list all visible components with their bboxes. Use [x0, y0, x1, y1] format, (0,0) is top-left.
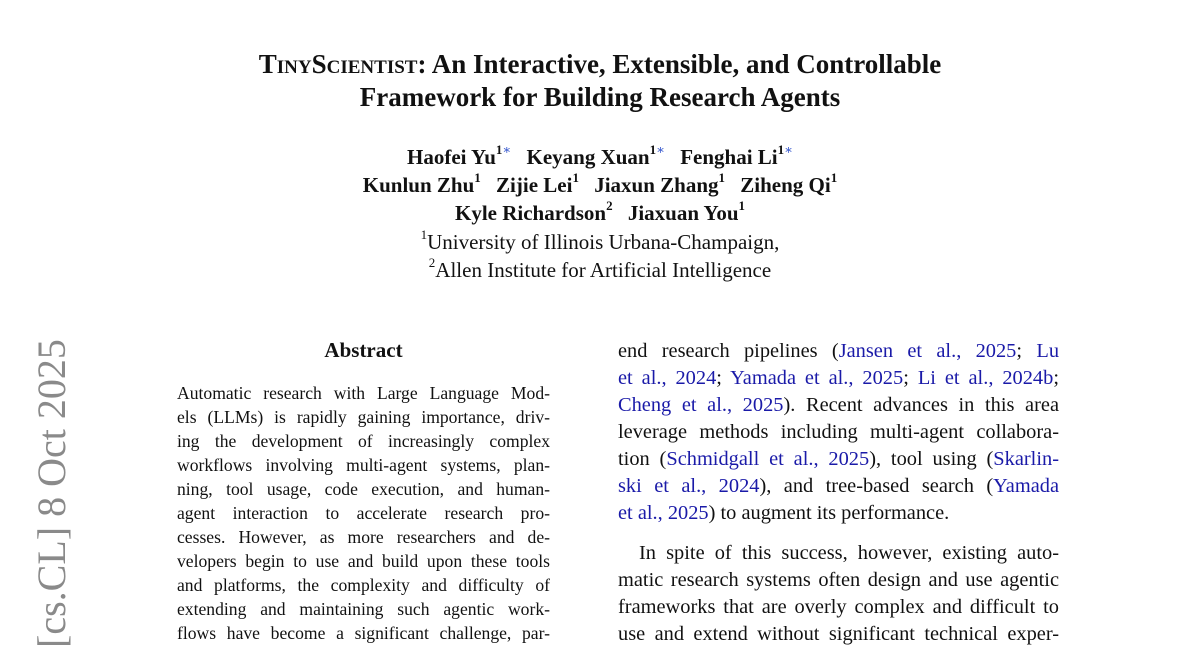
- citation-link[interactable]: et al., 2024: [618, 367, 717, 389]
- affiliation-number: 1: [420, 227, 428, 242]
- body-text: ;: [1053, 367, 1059, 389]
- author-affiliation-mark: 2: [606, 198, 613, 213]
- author-name: Kyle Richardson: [454, 201, 607, 225]
- citation-link[interactable]: Jansen et al., 2025: [838, 340, 1017, 362]
- author-affiliation-mark: 1: [649, 142, 657, 157]
- abstract-line: agent interaction to accelerate research pro-: [177, 503, 550, 523]
- author-name: Jiaxuan You: [627, 201, 739, 225]
- author: [740, 170, 838, 197]
- paper-title-line1: [0, 48, 1200, 81]
- author: [362, 170, 481, 197]
- body-line: [618, 392, 1059, 419]
- author-row-2: [0, 171, 1200, 199]
- body-line: frameworks that are overly complex and difficult to: [618, 596, 1059, 618]
- body-line: [618, 365, 1059, 392]
- title-framework-name: [259, 49, 418, 79]
- citation-link[interactable]: Lu: [1036, 340, 1060, 362]
- body-text: ;: [1016, 340, 1037, 362]
- author-affiliation-mark: 1: [830, 170, 838, 185]
- author: [407, 142, 512, 169]
- affiliation-number: 2: [428, 255, 436, 270]
- author: [454, 198, 613, 225]
- abstract-line: workflows involving multi-agent systems, plan-: [177, 455, 550, 475]
- body-text: ). Recent advances in this area: [783, 394, 1059, 416]
- abstract-heading: Abstract: [324, 338, 403, 362]
- author-name: Haofei Yu: [407, 145, 496, 169]
- author: [680, 142, 793, 169]
- body-line: use and extend without significant technical exper-: [618, 623, 1059, 645]
- arxiv-sidebar-stamp: [cs.CL] 8 Oct 2025: [29, 339, 74, 648]
- body-line: [618, 338, 1059, 365]
- citation-link[interactable]: Yamada: [993, 475, 1059, 497]
- body-text: end research pipelines (: [618, 340, 839, 362]
- abstract-line: cesses. However, as more researchers and de-: [177, 527, 550, 547]
- author: [526, 142, 665, 169]
- body-text: ;: [903, 367, 918, 389]
- abstract-line: velopers begin to use and build upon these tools: [177, 551, 550, 571]
- citation-link[interactable]: ski et al., 2024: [618, 475, 760, 497]
- abstract-line: els (LLMs) is rapidly gaining importance, driv-: [177, 407, 550, 427]
- body-line: [618, 473, 1059, 500]
- body-line: [618, 446, 1059, 473]
- author-name: Zijie Lei: [496, 173, 573, 197]
- body-line: In spite of this success, however, existing auto-: [639, 542, 1059, 564]
- author-name: Fenghai Li: [680, 145, 778, 169]
- body-text: ;: [716, 367, 731, 389]
- equal-contribution-mark: ∗: [656, 142, 665, 157]
- author-name: Keyang Xuan: [526, 145, 650, 169]
- author: [627, 198, 746, 225]
- body-line: leverage methods including multi-agent collabora-: [618, 421, 1059, 443]
- title-rest-line1: : An Interactive, Extensible, and Controllable: [417, 49, 942, 79]
- citation-link[interactable]: Schmidgall et al., 2025: [666, 448, 870, 470]
- author: [496, 170, 579, 197]
- abstract-line: Automatic research with Large Language Mod-: [177, 383, 550, 403]
- abstract-line: flows have become a significant challenge, par-: [177, 623, 550, 643]
- author: [594, 170, 726, 197]
- author-name: Ziheng Qi: [740, 173, 831, 197]
- paper-title-line2: Framework for Building Research Agents: [359, 82, 841, 112]
- affiliation-text: University of Illinois Urbana-Champaign,: [427, 230, 780, 254]
- author-affiliation-mark: 1: [718, 170, 726, 185]
- body-text: ) to augment its performance.: [708, 502, 950, 524]
- author-affiliation-mark: 1: [572, 170, 579, 185]
- citation-link[interactable]: et al., 2025: [618, 502, 709, 524]
- author-affiliation-mark: 1: [474, 170, 481, 185]
- equal-contribution-mark: ∗: [502, 142, 512, 157]
- abstract-line: and platforms, the complexity and difficulty of: [177, 575, 550, 595]
- author-affiliation-mark: 1: [495, 142, 503, 157]
- author-name: Kunlun Zhu: [362, 173, 475, 197]
- author-affiliation-mark: 1: [738, 198, 746, 213]
- body-text: tion (: [618, 448, 667, 470]
- author-row-1: [0, 143, 1200, 171]
- citation-link[interactable]: Skarlin-: [993, 448, 1059, 470]
- citation-link[interactable]: Cheng et al., 2025: [618, 394, 784, 416]
- affiliation-2: [0, 256, 1200, 284]
- affiliation-1: [0, 228, 1200, 256]
- title-name-part1: Tiny: [258, 49, 312, 79]
- affiliation-text: Allen Institute for Artificial Intelligence: [435, 258, 772, 282]
- citation-link[interactable]: Yamada et al., 2025: [730, 367, 904, 389]
- citation-link[interactable]: Li et al., 2024b: [917, 367, 1054, 389]
- author-affiliation-mark: 1: [777, 142, 785, 157]
- author-name: Jiaxun Zhang: [594, 173, 719, 197]
- body-line: [618, 500, 1059, 527]
- body-line: matic research systems often design and use agentic: [618, 569, 1059, 591]
- title-name-part2: Scientist: [311, 49, 418, 79]
- body-text: ), tool using (: [869, 448, 994, 470]
- abstract-line: ning, tool usage, code execution, and human-: [177, 479, 550, 499]
- abstract-line: extending and maintaining such agentic work-: [177, 599, 550, 619]
- body-text: ), and tree-based search (: [759, 475, 994, 497]
- author-row-3: [0, 199, 1200, 227]
- equal-contribution-mark: ∗: [784, 142, 793, 157]
- abstract-line: ing the development of increasingly complex: [177, 431, 550, 451]
